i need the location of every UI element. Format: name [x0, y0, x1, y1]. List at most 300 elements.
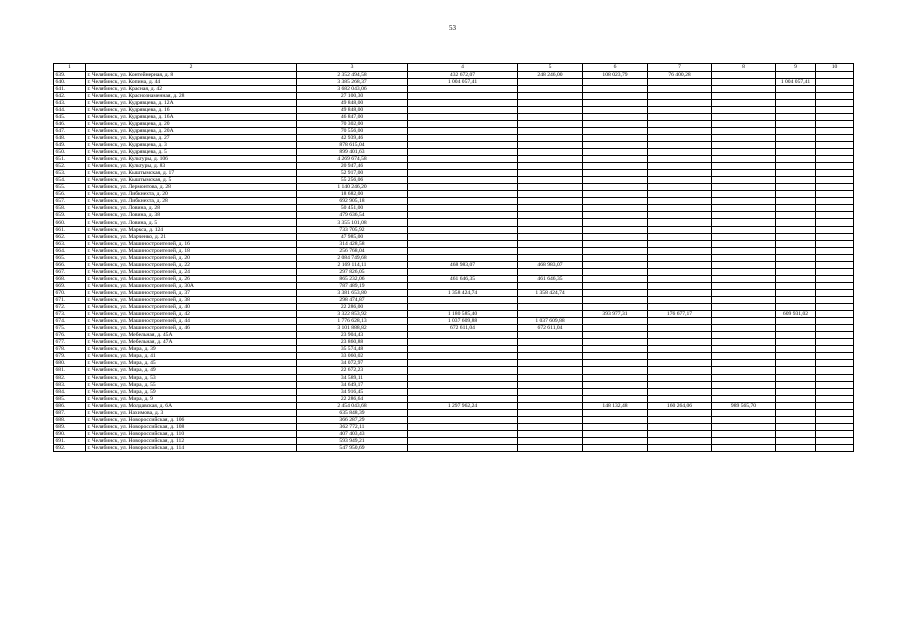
amount-cell — [816, 205, 854, 212]
amount-cell — [583, 444, 648, 451]
amount-cell — [583, 99, 648, 106]
amount-cell — [816, 289, 854, 296]
amount-cell — [518, 247, 583, 254]
amount-cell — [408, 367, 518, 374]
amount-cell: 22 672,23 — [297, 367, 408, 374]
amount-cell — [816, 71, 854, 78]
row-number-cell: 685. — [54, 395, 86, 402]
amount-cell: 50 451,00 — [297, 205, 408, 212]
row-number-cell: 646. — [54, 120, 86, 127]
row-number-cell: 675. — [54, 325, 86, 332]
row-number-cell: 667. — [54, 268, 86, 275]
address-cell: г. Челябинск, ул. Мира, д. 55 — [86, 381, 297, 388]
amount-cell — [712, 99, 776, 106]
table-row — [54, 353, 854, 360]
column-number-header: 5 — [518, 64, 583, 72]
amount-cell: 2 352 494,58 — [297, 71, 408, 78]
amount-cell — [583, 254, 648, 261]
amount-cell: 989 565,70 — [712, 402, 776, 409]
amount-cell: 1 358 424,74 — [408, 289, 518, 296]
amount-cell — [518, 78, 583, 85]
table-row — [54, 402, 854, 409]
amount-cell: 468 983,07 — [518, 261, 583, 268]
address-cell: г. Челябинск, ул. Новороссийская, д. 110 — [86, 430, 297, 437]
amount-cell: 34 072,97 — [297, 360, 408, 367]
address-cell: г. Челябинск, ул. Красная, д. 42 — [86, 85, 297, 92]
amount-cell: 34 649,17 — [297, 381, 408, 388]
amount-cell — [408, 395, 518, 402]
address-cell: г. Челябинск, ул. Машиностроителей, д. 22 — [86, 261, 297, 268]
amount-cell — [816, 141, 854, 148]
amount-cell — [776, 177, 816, 184]
amount-cell — [648, 212, 712, 219]
address-cell: г. Челябинск, ул. Машиностроителей, д. 37 — [86, 289, 297, 296]
amount-cell — [816, 198, 854, 205]
amount-cell — [518, 437, 583, 444]
amount-cell — [518, 113, 583, 120]
amount-cell — [648, 339, 712, 346]
address-cell: г. Челябинск, ул. Мира, д. 45 — [86, 360, 297, 367]
amount-cell — [712, 437, 776, 444]
address-cell: г. Челябинск, ул. Машиностроителей, д. 20 — [86, 254, 297, 261]
row-number-cell: 687. — [54, 409, 86, 416]
amount-cell — [712, 275, 776, 282]
amount-cell — [408, 353, 518, 360]
amount-cell — [648, 282, 712, 289]
amount-cell — [816, 85, 854, 92]
amount-cell: 298 474,87 — [297, 297, 408, 304]
address-cell: г. Челябинск, ул. Кудрявцева, д. 20А — [86, 127, 297, 134]
amount-cell — [776, 297, 816, 304]
table-row — [54, 381, 854, 388]
amount-cell: 878 615,04 — [297, 141, 408, 148]
amount-cell: 47 985,00 — [297, 233, 408, 240]
table-row — [54, 127, 854, 134]
address-cell: г. Челябинск, ул. Мира, д. 41 — [86, 353, 297, 360]
amount-cell — [648, 388, 712, 395]
amount-cell — [518, 233, 583, 240]
amount-cell: 593 949,21 — [297, 437, 408, 444]
amount-cell — [776, 184, 816, 191]
amount-cell — [518, 191, 583, 198]
address-cell: г. Челябинск, ул. Мебельная, д. 47А — [86, 339, 297, 346]
amount-cell — [712, 388, 776, 395]
address-cell: г. Челябинск, ул. Кудрявцева, д. 16А — [86, 113, 297, 120]
amount-cell — [583, 212, 648, 219]
amount-cell — [816, 120, 854, 127]
amount-cell — [648, 177, 712, 184]
amount-cell — [583, 318, 648, 325]
address-cell: г. Челябинск, ул. Мира, д. 53 — [86, 374, 297, 381]
amount-cell — [518, 374, 583, 381]
table-row — [54, 444, 854, 451]
table-row — [54, 247, 854, 254]
amount-cell — [776, 149, 816, 156]
amount-cell — [816, 409, 854, 416]
amount-cell: 33 060,02 — [297, 353, 408, 360]
amount-cell — [408, 226, 518, 233]
row-number-cell: 679. — [54, 353, 86, 360]
amount-cell — [408, 120, 518, 127]
amount-cell — [712, 127, 776, 134]
amount-cell — [712, 318, 776, 325]
amount-cell — [583, 395, 648, 402]
amount-cell — [648, 275, 712, 282]
address-cell: г. Челябинск, ул. Машиностроителей, д. 40 — [86, 304, 297, 311]
row-number-cell: 649. — [54, 141, 86, 148]
amount-cell — [712, 353, 776, 360]
amount-cell — [518, 156, 583, 163]
amount-cell: 314 428,58 — [297, 240, 408, 247]
amount-cell: 407 403,43 — [297, 430, 408, 437]
amount-cell: 393 977,31 — [583, 311, 648, 318]
amount-cell — [712, 381, 776, 388]
amount-cell — [776, 113, 816, 120]
table-row — [54, 212, 854, 219]
amount-cell — [816, 156, 854, 163]
address-cell: г. Челябинск, ул. Мира, д. 59 — [86, 388, 297, 395]
amount-cell — [816, 353, 854, 360]
amount-cell — [518, 120, 583, 127]
amount-cell — [816, 92, 854, 99]
amount-cell — [583, 170, 648, 177]
amount-cell — [583, 339, 648, 346]
amount-cell — [712, 92, 776, 99]
row-number-cell: 692. — [54, 444, 86, 451]
amount-cell — [816, 113, 854, 120]
amount-cell — [408, 360, 518, 367]
amount-cell — [518, 416, 583, 423]
table-row — [54, 78, 854, 85]
amount-cell — [408, 346, 518, 353]
amount-cell: 787 489,19 — [297, 282, 408, 289]
address-cell: г. Челябинск, ул. Либкнехта, д. 20 — [86, 191, 297, 198]
table-row — [54, 388, 854, 395]
amount-cell — [776, 395, 816, 402]
row-number-cell: 664. — [54, 247, 86, 254]
amount-cell: 692 905,18 — [297, 198, 408, 205]
amount-cell — [408, 268, 518, 275]
amount-cell — [712, 423, 776, 430]
address-cell: г. Челябинск, ул. Кудрявцева, д. 12А — [86, 99, 297, 106]
amount-cell — [712, 170, 776, 177]
amount-cell — [712, 113, 776, 120]
amount-cell — [408, 85, 518, 92]
amount-cell — [583, 275, 648, 282]
amount-cell — [776, 388, 816, 395]
row-number-cell: 647. — [54, 127, 86, 134]
amount-cell — [712, 163, 776, 170]
column-number-header: 8 — [712, 64, 776, 72]
table-row — [54, 346, 854, 353]
amount-cell — [583, 353, 648, 360]
amount-cell: 362 772,11 — [297, 423, 408, 430]
amount-cell — [712, 360, 776, 367]
amount-cell — [776, 346, 816, 353]
amount-cell — [518, 92, 583, 99]
amount-cell — [518, 268, 583, 275]
row-number-cell: 665. — [54, 254, 86, 261]
amount-cell — [712, 85, 776, 92]
amount-cell — [408, 409, 518, 416]
amount-cell — [648, 430, 712, 437]
amount-cell — [408, 149, 518, 156]
amount-cell: 2 169 114,11 — [297, 261, 408, 268]
amount-cell — [583, 381, 648, 388]
amount-cell: 3 322 853,92 — [297, 311, 408, 318]
amount-cell — [712, 233, 776, 240]
amount-cell — [518, 360, 583, 367]
row-number-cell: 682. — [54, 374, 86, 381]
address-cell: г. Челябинск, ул. Кудрявцева, д. 5 — [86, 149, 297, 156]
table-row — [54, 240, 854, 247]
amount-cell — [816, 367, 854, 374]
amount-cell — [583, 149, 648, 156]
amount-cell — [712, 198, 776, 205]
row-number-cell: 678. — [54, 346, 86, 353]
row-number-cell: 651. — [54, 156, 86, 163]
amount-cell — [648, 141, 712, 148]
amount-cell — [776, 85, 816, 92]
amount-cell — [583, 226, 648, 233]
amount-cell — [518, 367, 583, 374]
amount-cell: 635 848,39 — [297, 409, 408, 416]
amount-cell: 899 401,63 — [297, 149, 408, 156]
row-number-cell: 660. — [54, 219, 86, 226]
row-number-cell: 683. — [54, 381, 86, 388]
amount-cell — [648, 191, 712, 198]
amount-cell — [776, 437, 816, 444]
row-number-cell: 671. — [54, 297, 86, 304]
row-number-cell: 639. — [54, 71, 86, 78]
table-row — [54, 304, 854, 311]
row-number-cell: 681. — [54, 367, 86, 374]
amount-cell: 672 611,04 — [518, 325, 583, 332]
amount-cell — [518, 423, 583, 430]
address-cell: г. Челябинск, ул. Молдавская, д. 6А — [86, 402, 297, 409]
row-number-cell: 656. — [54, 191, 86, 198]
row-number-cell: 658. — [54, 205, 86, 212]
amount-cell: 22 286,64 — [297, 395, 408, 402]
table-row — [54, 311, 854, 318]
amount-cell — [408, 212, 518, 219]
address-cell: г. Челябинск, ул. Кыштымская, д. 17 — [86, 170, 297, 177]
amount-cell — [408, 423, 518, 430]
amount-cell: 34 589,11 — [297, 374, 408, 381]
column-number-header: 7 — [648, 64, 712, 72]
amount-cell: 733 705,92 — [297, 226, 408, 233]
amount-cell — [408, 254, 518, 261]
table-row — [54, 367, 854, 374]
amount-cell — [816, 219, 854, 226]
amount-cell — [816, 226, 854, 233]
amount-cell — [518, 346, 583, 353]
amount-cell — [712, 212, 776, 219]
amount-cell — [583, 141, 648, 148]
amount-cell: 3 355 101,08 — [297, 219, 408, 226]
row-number-cell: 672. — [54, 304, 86, 311]
amount-cell — [518, 205, 583, 212]
amount-cell — [648, 367, 712, 374]
amount-cell: 55 256,06 — [297, 177, 408, 184]
table-row — [54, 254, 854, 261]
row-number-cell: 662. — [54, 233, 86, 240]
amount-cell — [816, 282, 854, 289]
address-cell: г. Челябинск, ул. Машиностроителей, д. 30А — [86, 282, 297, 289]
amount-cell — [776, 92, 816, 99]
amount-cell: 49 848,00 — [297, 99, 408, 106]
amount-cell — [408, 437, 518, 444]
amount-cell — [712, 205, 776, 212]
amount-cell — [776, 163, 816, 170]
amount-cell: 23 904,43 — [297, 332, 408, 339]
amount-cell — [776, 233, 816, 240]
amount-cell — [776, 240, 816, 247]
amount-cell — [408, 297, 518, 304]
amount-cell — [816, 444, 854, 451]
table-row — [54, 85, 854, 92]
amount-cell — [816, 332, 854, 339]
table-row — [54, 423, 854, 430]
address-cell: г. Челябинск, ул. Новороссийская, д. 114 — [86, 444, 297, 451]
amount-cell — [648, 304, 712, 311]
row-number-cell: 642. — [54, 92, 86, 99]
amount-cell — [648, 233, 712, 240]
table-row — [54, 332, 854, 339]
amount-cell — [518, 353, 583, 360]
address-cell: г. Челябинск, ул. Мира, д. 49 — [86, 367, 297, 374]
amount-cell — [816, 402, 854, 409]
amount-cell — [816, 437, 854, 444]
table-row — [54, 198, 854, 205]
table-row — [54, 297, 854, 304]
amount-cell — [518, 409, 583, 416]
row-number-cell: 677. — [54, 339, 86, 346]
amount-cell — [583, 240, 648, 247]
amount-cell — [518, 141, 583, 148]
amount-cell: 1 004 057,41 — [408, 78, 518, 85]
amount-cell: 248 246,00 — [518, 71, 583, 78]
amount-cell — [776, 198, 816, 205]
amount-cell — [816, 339, 854, 346]
amount-cell — [648, 240, 712, 247]
amount-cell — [816, 268, 854, 275]
amount-cell — [648, 254, 712, 261]
amount-cell — [816, 247, 854, 254]
amount-cell — [712, 304, 776, 311]
amount-cell — [583, 409, 648, 416]
amount-cell — [712, 134, 776, 141]
amount-cell: 1 037 609,88 — [518, 318, 583, 325]
amount-cell — [408, 381, 518, 388]
amount-cell — [816, 240, 854, 247]
amount-cell: 3 385 268,37 — [297, 78, 408, 85]
address-cell: г. Челябинск, ул. Ловина, д. 28 — [86, 205, 297, 212]
amount-cell — [518, 85, 583, 92]
column-number-header: 10 — [816, 64, 854, 72]
amount-cell — [648, 289, 712, 296]
row-number-cell: 670. — [54, 289, 86, 296]
amount-cell — [648, 332, 712, 339]
amount-cell — [816, 360, 854, 367]
amount-cell — [712, 240, 776, 247]
table-row — [54, 219, 854, 226]
address-cell: г. Челябинск, ул. Ловина, д. 38 — [86, 212, 297, 219]
amount-cell — [648, 99, 712, 106]
amount-cell — [712, 297, 776, 304]
amount-cell — [583, 261, 648, 268]
row-number-cell: 674. — [54, 318, 86, 325]
amount-cell — [408, 99, 518, 106]
amount-cell — [776, 226, 816, 233]
address-cell: г. Челябинск, ул. Кудрявцева, д. 16 — [86, 106, 297, 113]
amount-cell — [518, 282, 583, 289]
amount-cell: 23 860,88 — [297, 339, 408, 346]
table-row — [54, 261, 854, 268]
amount-cell — [712, 268, 776, 275]
amount-cell — [408, 170, 518, 177]
amount-cell: 1 776 628,13 — [297, 318, 408, 325]
amount-cell — [776, 134, 816, 141]
amount-cell — [518, 170, 583, 177]
row-number-cell: 659. — [54, 212, 86, 219]
amount-cell — [816, 325, 854, 332]
table-row — [54, 120, 854, 127]
amount-cell — [776, 360, 816, 367]
address-cell: г. Челябинск, ул. Кыштымская, д. 5 — [86, 177, 297, 184]
amount-cell — [583, 134, 648, 141]
amount-cell — [583, 332, 648, 339]
amount-cell — [583, 430, 648, 437]
amount-cell: 468 983,07 — [408, 261, 518, 268]
amount-cell: 461 646,35 — [408, 275, 518, 282]
amount-cell — [518, 381, 583, 388]
amount-cell — [583, 163, 648, 170]
amount-cell — [648, 416, 712, 423]
amount-cell — [776, 416, 816, 423]
address-cell: г. Челябинск, ул. Машиностроителей, д. 38 — [86, 297, 297, 304]
amount-cell: 256 768,04 — [297, 247, 408, 254]
amount-cell — [776, 325, 816, 332]
amount-cell — [776, 120, 816, 127]
address-cell: г. Челябинск, ул. Контейнерная, д. 8 — [86, 71, 297, 78]
amount-cell — [408, 141, 518, 148]
amount-cell — [648, 374, 712, 381]
amount-cell — [648, 163, 712, 170]
amount-cell: 609 931,02 — [776, 311, 816, 318]
amount-cell — [776, 332, 816, 339]
amount-cell — [712, 444, 776, 451]
row-number-cell: 650. — [54, 149, 86, 156]
table-row — [54, 163, 854, 170]
address-cell: г. Челябинск, ул. Машиностроителей, д. 24 — [86, 268, 297, 275]
amount-cell — [518, 254, 583, 261]
amount-cell — [583, 191, 648, 198]
amount-cell — [816, 374, 854, 381]
amount-cell — [583, 346, 648, 353]
amount-cell — [712, 71, 776, 78]
amount-cell — [583, 85, 648, 92]
amount-cell — [518, 240, 583, 247]
amount-cell — [712, 346, 776, 353]
amount-cell — [648, 226, 712, 233]
address-cell: г. Челябинск, ул. Копина, д. 44 — [86, 78, 297, 85]
amount-cell — [518, 99, 583, 106]
row-number-cell: 669. — [54, 282, 86, 289]
table-row — [54, 113, 854, 120]
table-row — [54, 325, 854, 332]
amount-cell — [518, 149, 583, 156]
